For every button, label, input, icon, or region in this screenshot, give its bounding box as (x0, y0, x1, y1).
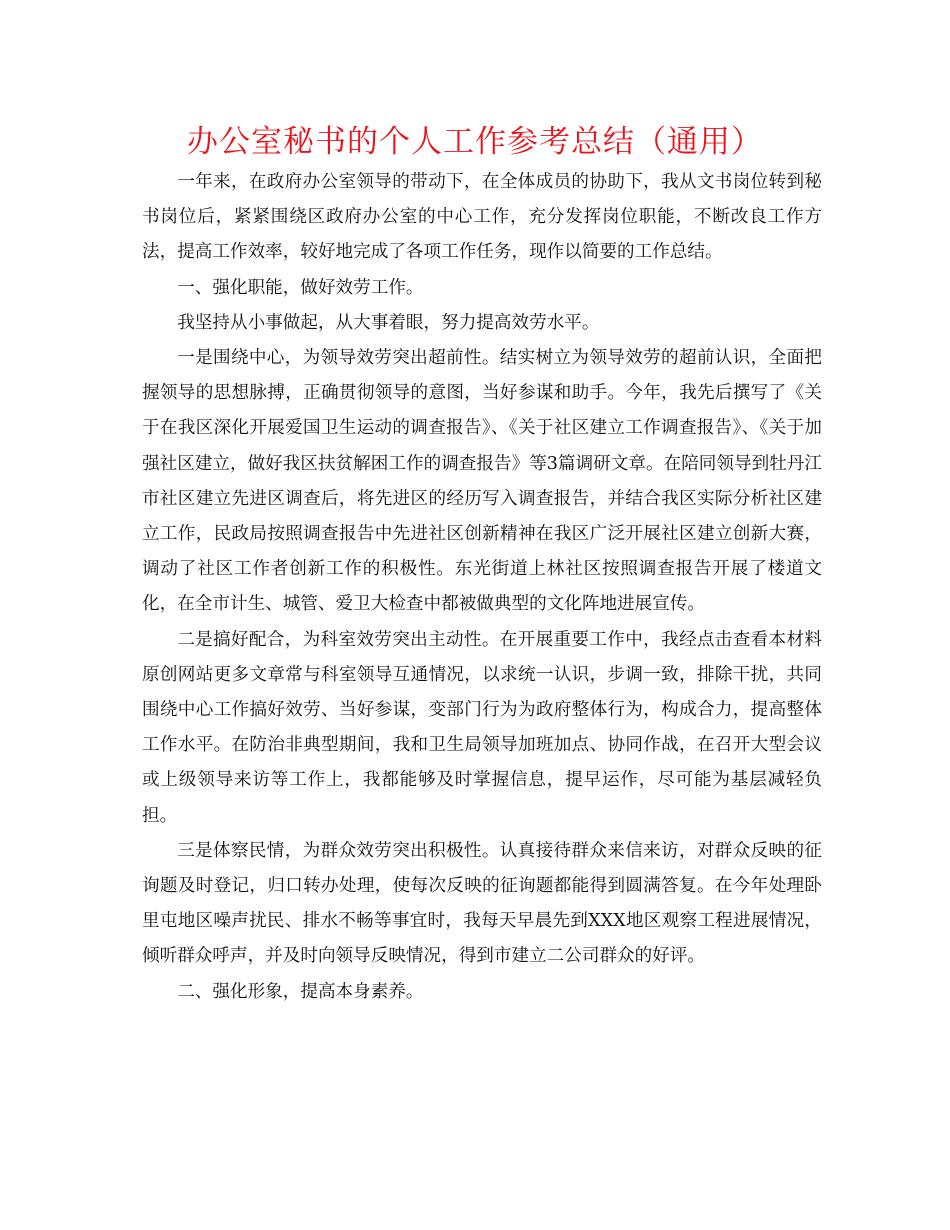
paragraph-summary: 我坚持从小事做起，从大事着眼，努力提高效劳水平。 (177, 312, 600, 333)
section-heading-2: 二、强化形象，提高本身素养。 (177, 981, 424, 1002)
paragraph-point-2: 二是搞好配合，为科室效劳突出主动性。在开展重要工作中，我经点击查看本材料原创网站更多文章常与科室领导互通情况，以求统一认识，步调一致，排除干扰，共同围绕中心工作搞好效劳、当好参谋，变部门行为为政府整体行为，构成合力，提高整体工作水平。在防治非典型期间，我和卫生局领导加班加点、协同作战，在召开大型会议或上级领导来访等工作上，我都能够及时掌握信息，提早运作，尽可能为基层减轻负担。 (142, 629, 822, 826)
document-body (142, 165, 822, 1010)
paragraph-point-3: 三是体察民情，为群众效劳突出积极性。认真接待群众来信来访，对群众反映的征询题及时登记，归口转办处理，使每次反映的征询题都能得到圆满答复。在今年处理卧里屯地区噪声扰民、排水不畅等事宜时，我每天早晨先到XXX地区观察工程进展情况，倾听群众呼声，并及时向领导反映情况，得到市建立二公司群众的好评。 (142, 840, 822, 967)
paragraph-intro: 一年来，在政府办公室领导的带动下，在全体成员的协助下，我从文书岗位转到秘书岗位后，紧紧围绕区政府办公室的中心工作，充分发挥岗位职能，不断改良工作方法，提高工作效率，较好地完成了各项工作任务，现作以简要的工作总结。 (142, 172, 822, 263)
section-heading-1: 一、强化职能，做好效劳工作。 (177, 277, 424, 298)
document-title: 办公室秘书的个人工作参考总结（通用） (187, 124, 763, 160)
paragraph-point-1: 一是围绕中心，为领导效劳突出超前性。结实树立为领导效劳的超前认识，全面把握领导的思想脉搏，正确贯彻领导的意图，当好参谋和助手。今年，我先后撰写了《关于在我区深化开展爱国卫生运动的调查报告》、《关于社区建立工作调查报告》、《关于加强社区建立，做好我区扶贫解困工作的调查报告》等3篇调研文章。在陪同领导到牡丹江市社区建立先进区调查后，将先进区的经历写入调查报告，并结合我区实际分析社区建立工作，民政局按照调查报告中先进社区创新精神在我区广泛开展社区建立创新大赛，调动了社区工作者创新工作的积极性。东光街道上林社区按照调查报告开展了楼道文化，在全市计生、城管、爱卫大检查中都被做典型的文化阵地进展宣传。 (142, 348, 822, 615)
